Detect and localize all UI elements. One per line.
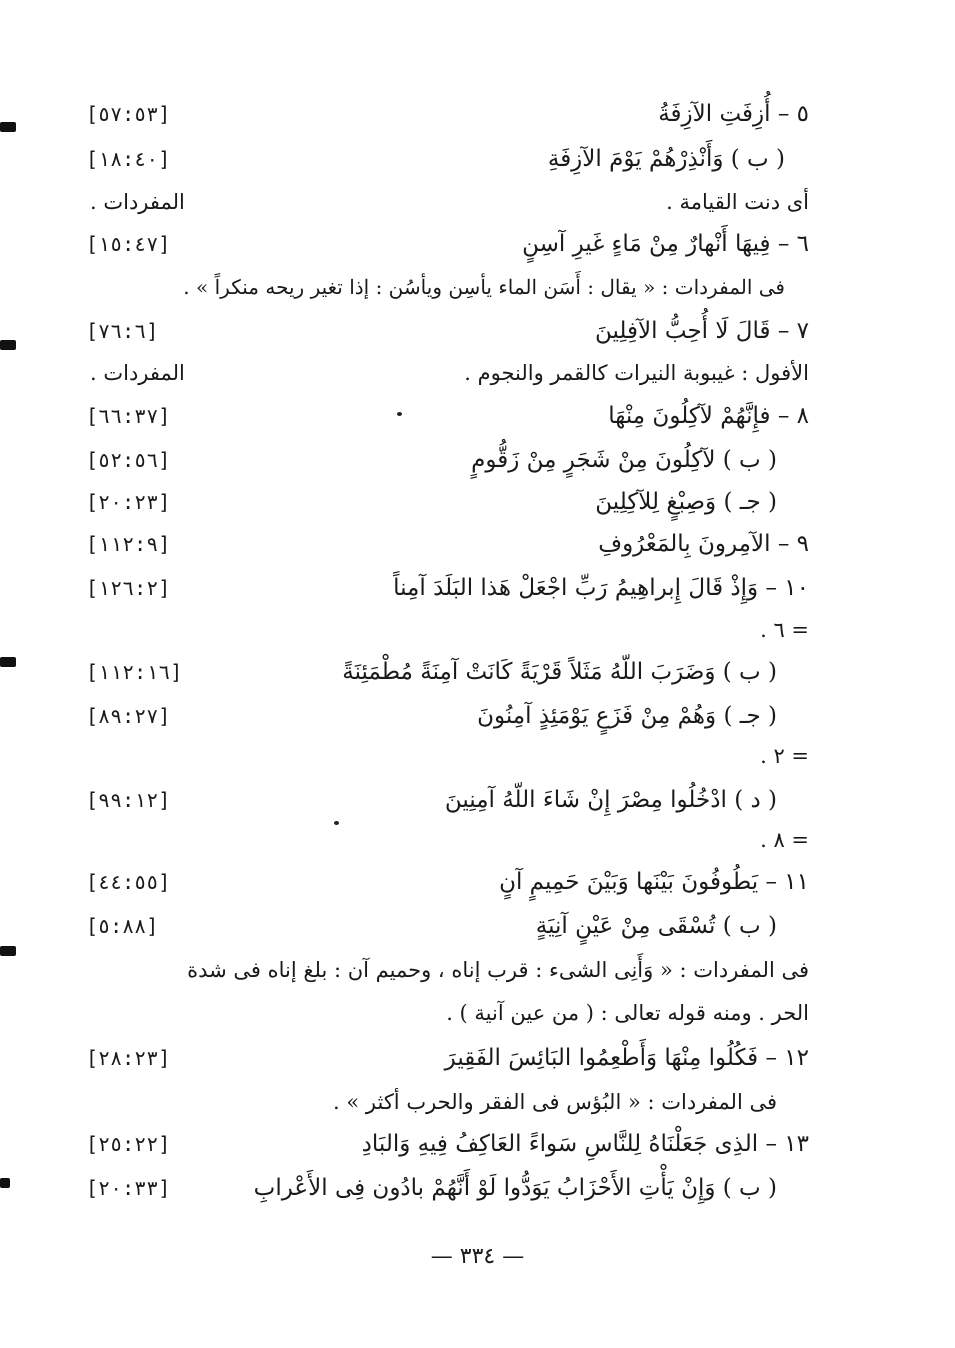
entry-line xyxy=(0,650,955,694)
dictionary-note-line: فى المفردات : « وَأَنِى الشىء : قرب إناه ، وحميم آن : بلغ إناه فى شدة xyxy=(187,958,809,982)
arabic-text: ١٢ – فَكُلُوا مِنْهَا وَأَطْعِمُوا البَائِسَ الفَقِيرَ xyxy=(444,1045,809,1071)
verse-reference: [٢٠:٣٣] xyxy=(86,1176,171,1200)
arabic-text: ١٠ – وَإِذْ قَالَ إِبراهِيمُ رَبِّ اجْعَلْ هَذا البَلَدَ آمِناً xyxy=(393,575,809,601)
arabic-text: ( د ) ادْخُلُوا مِصْرَ إِنْ شَاءَ اللّهُ آمِنِينَ xyxy=(444,787,777,813)
arabic-text: فى المفردات : « يقال : أَسَن الماء يأسِن ويأسُن : إذا تغير ريحه منكراً » . xyxy=(183,275,785,299)
verse-reference: [٥٢:٥٦] xyxy=(86,448,171,472)
entry-line xyxy=(0,222,955,266)
arabic-text: ( جـ ) وَهُمْ مِنْ فَزَعٍ يَوْمَئِذٍ آمِنُونَ xyxy=(477,703,777,729)
arabic-text: ١١ – يَطُوفُونَ بَيْنَها وَبَيْنَ حَمِيمٍ آنٍ xyxy=(499,869,809,895)
dictionary-note-line: الحر . ومنه قوله تعالى : ( من عين آنية ) . xyxy=(446,1001,809,1025)
entry-line xyxy=(0,778,955,822)
verse-reference: [٨٩:٢٧] xyxy=(86,704,171,728)
verse-reference: [٩٩:١٢] xyxy=(86,788,171,812)
verse-reference: [١١٢:١٦] xyxy=(86,660,183,684)
source-note: المفردات . xyxy=(90,361,185,385)
entry-line xyxy=(0,309,955,353)
cross-reference: = ٦ . xyxy=(760,618,809,642)
arabic-text: ٩ – الآمِرونَ بِالمَعْرُوفِ xyxy=(598,531,809,557)
verse-reference: [١٢٦:٢] xyxy=(86,576,171,600)
verse-reference: [١٨:٤٠] xyxy=(86,147,171,171)
verse-reference: [٥:٨٨] xyxy=(86,914,159,938)
cross-reference-line xyxy=(0,734,955,778)
entry-line xyxy=(0,438,955,482)
cross-reference-line xyxy=(0,608,955,652)
arabic-text: أى دنت القيامة . xyxy=(666,190,809,214)
verse-reference: [٦٦:٣٧] xyxy=(86,404,171,428)
verse-reference: [٥٧:٥٣] xyxy=(86,102,171,126)
arabic-text: ٥ – أُزِفَتِ الآزِفَةُ xyxy=(658,101,809,127)
cross-reference: = ٢ . xyxy=(760,744,809,768)
arabic-text: ( ب ) لآكِلُونَ مِنْ شَجَرٍ مِنْ زَقُّومٍ xyxy=(471,447,777,473)
verse-reference: [٢٠:٢٣] xyxy=(86,490,171,514)
entry-line xyxy=(0,566,955,610)
verse-reference: [١١٢:٩] xyxy=(86,532,171,556)
arabic-text: فى المفردات : « البُؤس فى الفقر والحرب أكثر » . xyxy=(333,1090,777,1114)
entry-line xyxy=(0,137,955,181)
verse-reference: [٢٥:٢٢] xyxy=(86,1132,171,1156)
arabic-text: ٨ – فإِنَّهُمْ لآكِلُونَ مِنْهَا xyxy=(608,403,809,429)
cross-reference: = ٨ . xyxy=(760,828,809,852)
entry-line xyxy=(0,694,955,738)
verse-reference: [٧٦:٦] xyxy=(86,319,159,343)
entry-line xyxy=(0,1080,955,1124)
verse-reference: [١٥:٤٧] xyxy=(86,232,171,256)
source-note: المفردات . xyxy=(90,190,185,214)
entry-line xyxy=(0,1122,955,1166)
arabic-text: الأفول : غيبوبة النيرات كالقمر والنجوم . xyxy=(464,361,809,385)
arabic-text: ( ب ) تُسْقَى مِنْ عَيْنٍ آنِيَةٍ xyxy=(535,913,777,939)
arabic-text: ١٣ – الذِى جَعَلْنَاهُ لِلنَّاسِ سَواءً العَاكِفُ فِيهِ وَالبَادِ xyxy=(361,1131,809,1157)
page-number: — ٣٣٤ — xyxy=(430,1244,525,1269)
entry-line xyxy=(0,265,955,309)
entry-line xyxy=(0,522,955,566)
entry-line xyxy=(0,904,955,948)
arabic-text: ٦ – فِيهَا أَنْهارٌ مِنْ مَاءٍ غَيرِ آسِنٍ xyxy=(522,231,809,257)
entry-line xyxy=(0,180,955,224)
entry-line xyxy=(0,92,955,136)
entry-line xyxy=(0,394,955,438)
arabic-text: ( جـ ) وَصِبْغٍ لِلآكِلِينَ xyxy=(595,489,777,515)
entry-line xyxy=(0,1036,955,1080)
arabic-text: ( ب ) وَإِنْ يَأْتِ الأَحْزَابُ يَوَدُّوا لَوْ أَنَّهُمْ بادُون فِى الأَعْرابِ xyxy=(253,1175,777,1201)
verse-reference: [٢٨:٢٣] xyxy=(86,1046,171,1070)
verse-reference: [٤٤:٥٥] xyxy=(86,870,171,894)
arabic-text: ٧ – قَالَ لَا أُحِبُّ الآفِلِينَ xyxy=(594,318,809,344)
entry-line xyxy=(0,1166,955,1210)
arabic-text: ( ب ) وَأَنْذِرْهُمْ يَوْمَ الآزِفَةِ xyxy=(547,146,785,172)
entry-line xyxy=(0,351,955,395)
entry-line xyxy=(0,860,955,904)
cross-reference-line xyxy=(0,818,955,862)
entry-line xyxy=(0,480,955,524)
arabic-text: ( ب ) وَضَرَبَ اللّهُ مَثَلاً قَرْيَةً كَانَتْ آمِنَةً مُطْمَئِنَةً xyxy=(342,659,777,685)
